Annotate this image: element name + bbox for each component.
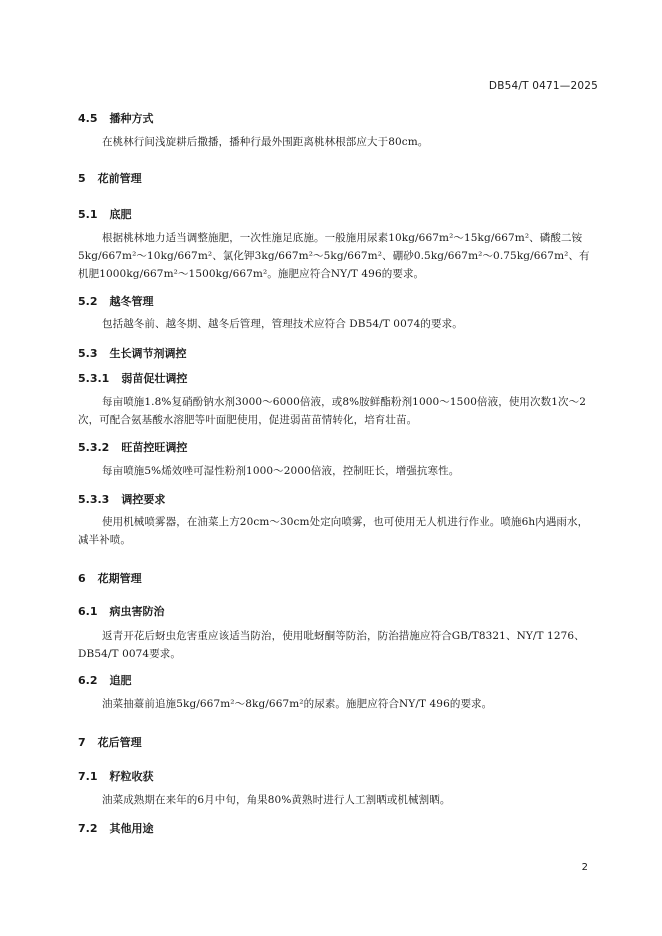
section-number: 5	[78, 172, 86, 185]
section-title: 籽粒收获	[109, 770, 154, 783]
section-title: 越冬管理	[109, 295, 154, 308]
section-heading-5-3-1	[78, 370, 187, 386]
section-title: 生长调节剂调控	[109, 347, 187, 360]
paragraph-5-3-2: 每亩喷施5%烯效唑可湿性粉剂1000～2000倍液，控制旺长，增强抗寒性。	[102, 465, 460, 477]
section-number: 6.2	[78, 674, 98, 687]
section-number: 4.5	[78, 112, 98, 125]
section-number: 5.3.1	[78, 372, 110, 385]
section-title: 底肥	[109, 208, 132, 221]
section-heading-5-1	[78, 206, 132, 222]
paragraph-6-2: 油菜抽薹前追施5kg/667m²～8kg/667m²的尿素。施肥应符合NY/T 496的要求。	[102, 698, 493, 710]
section-heading-5-3-3	[78, 491, 165, 507]
section-heading-6	[78, 570, 142, 586]
section-title: 弱苗促壮调控	[121, 372, 188, 385]
section-heading-5-3	[78, 345, 187, 361]
section-heading-5	[78, 170, 142, 186]
paragraph-7-1: 油菜成熟期在来年的6月中旬，角果80%黄熟时进行人工割晒或机械割晒。	[102, 794, 451, 806]
section-heading-7-2	[78, 820, 154, 836]
section-title: 调控要求	[121, 493, 166, 506]
section-title: 追肥	[109, 674, 132, 687]
page-number: 2	[581, 862, 588, 873]
section-number: 5.2	[78, 295, 98, 308]
paragraph-6-1: 返青开花后蚜虫危害重应该适当防治，使用吡蚜酮等防治，防治措施应符合GB/T8321、NY/T 1276、DB54/T 0074要求。	[78, 630, 585, 660]
section-heading-5-3-2	[78, 439, 187, 455]
section-number: 6	[78, 572, 86, 585]
section-heading-4-5	[78, 110, 154, 126]
paragraph-5-2: 包括越冬前、越冬期、越冬后管理，管理技术应符合 DB54/T 0074的要求。	[102, 318, 463, 330]
section-number: 5.1	[78, 208, 98, 221]
section-number: 6.1	[78, 605, 98, 618]
section-heading-5-2	[78, 293, 154, 309]
section-title: 播种方式	[109, 112, 154, 125]
paragraph-5-3-3: 使用机械喷雾器，在油菜上方20cm～30cm处定向喷雾，也可使用无人机进行作业。喷施6h内遇雨水，减半补喷。	[78, 516, 589, 546]
section-number: 5.3.3	[78, 493, 110, 506]
document-code: DB54/T 0471—2025	[488, 80, 598, 92]
section-number: 5.3.2	[78, 441, 110, 454]
paragraph-4-5: 在桃林行间浅旋耕后撒播，播种行最外围距离桃林根部应大于80cm。	[102, 136, 429, 148]
section-title: 花前管理	[97, 172, 142, 185]
section-number: 7	[78, 736, 86, 749]
section-title: 花期管理	[97, 572, 142, 585]
section-title: 病虫害防治	[109, 605, 165, 618]
section-heading-7	[78, 734, 142, 750]
section-number: 7.2	[78, 822, 98, 835]
section-number: 7.1	[78, 770, 98, 783]
section-heading-6-2	[78, 672, 132, 688]
section-title: 旺苗控旺调控	[121, 441, 188, 454]
section-heading-6-1	[78, 603, 165, 619]
paragraph-5-1: 根据桃林地力适当调整施肥，一次性施足底施。一般施用尿素10kg/667m²～15kg/667m²、磷酸二铵5kg/667m²～10kg/667m²、氯化钾3kg/667m²～5kg/667m²、硼砂0.5kg/667m²～0.75kg/667m²、有机肥1000kg/667m²～1500kg/667m²。施肥应符合NY/T 496的要求。	[78, 232, 590, 280]
section-number: 5.3	[78, 347, 98, 360]
section-title: 花后管理	[97, 736, 142, 749]
paragraph-5-3-1: 每亩喷施1.8%复硝酚钠水剂3000～6000倍液，或8%胺鲜酯粉剂1000～1500倍液，使用次数1次～2次，可配合氨基酸水溶肥等叶面肥使用，促进弱苗苗情转化，培育壮苗。	[78, 396, 586, 426]
section-title: 其他用途	[109, 822, 154, 835]
section-heading-7-1	[78, 768, 154, 784]
